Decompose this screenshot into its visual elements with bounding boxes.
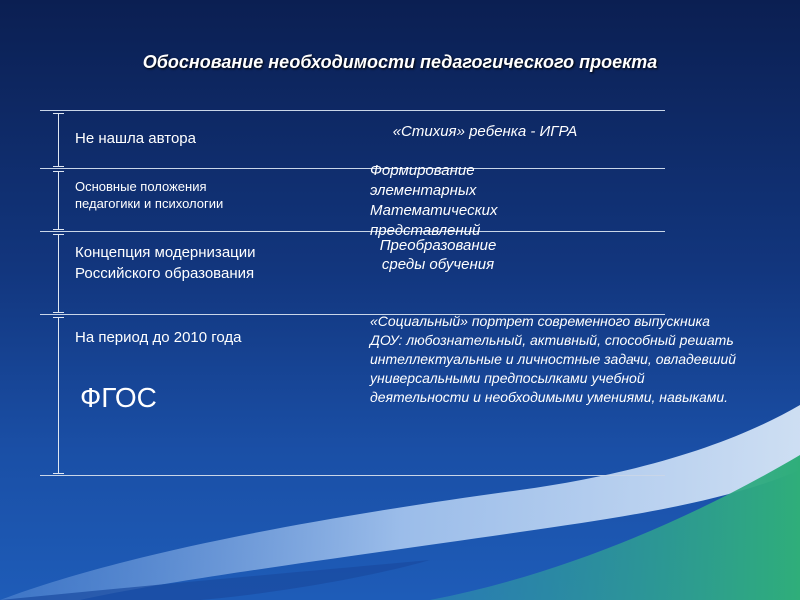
- arrow-tick: [53, 312, 64, 313]
- divider-line: [40, 110, 665, 111]
- arrow-tick: [53, 234, 64, 235]
- arrow-tick: [53, 113, 64, 114]
- divider-line: [40, 168, 665, 169]
- arrow-tick: [53, 317, 64, 318]
- left-row4-text: На период до 2010 года: [75, 329, 242, 346]
- vertical-arrow: [58, 171, 59, 229]
- slide-title: Обоснование необходимости педагогического проекта: [142, 52, 658, 72]
- vertical-arrow: [58, 317, 59, 473]
- arrow-tick: [53, 166, 64, 167]
- vertical-arrow: [58, 113, 59, 166]
- divider-line: [40, 231, 665, 232]
- vertical-arrow: [58, 234, 59, 312]
- fgos-label: ФГОС: [80, 382, 157, 413]
- arrow-tick: [53, 229, 64, 230]
- right-row3-text: Преобразование среды обучения: [379, 237, 497, 273]
- arrow-tick: [53, 473, 64, 474]
- arrow-tick: [53, 171, 64, 172]
- left-row3-text: Концепция модернизации Российского образования: [75, 244, 256, 282]
- divider-line: [40, 475, 665, 476]
- left-row2-text: Основные положения педагогики и психологии: [75, 179, 224, 211]
- right-row2-text: Формирование элементарных Математических представлений: [370, 162, 498, 239]
- left-row1-text: Не нашла автора: [75, 130, 196, 147]
- right-row4-text: «Социальный» портрет современного выпускника ДОУ: любознательный, активный, способный решать интеллектуальные и личностные задачи, овладевший универсальными предпосылками учебной деятельности и необходимыми умениями, навыками.: [370, 313, 737, 405]
- right-row1-text: «Стихия» ребенка - ИГРА: [392, 123, 578, 140]
